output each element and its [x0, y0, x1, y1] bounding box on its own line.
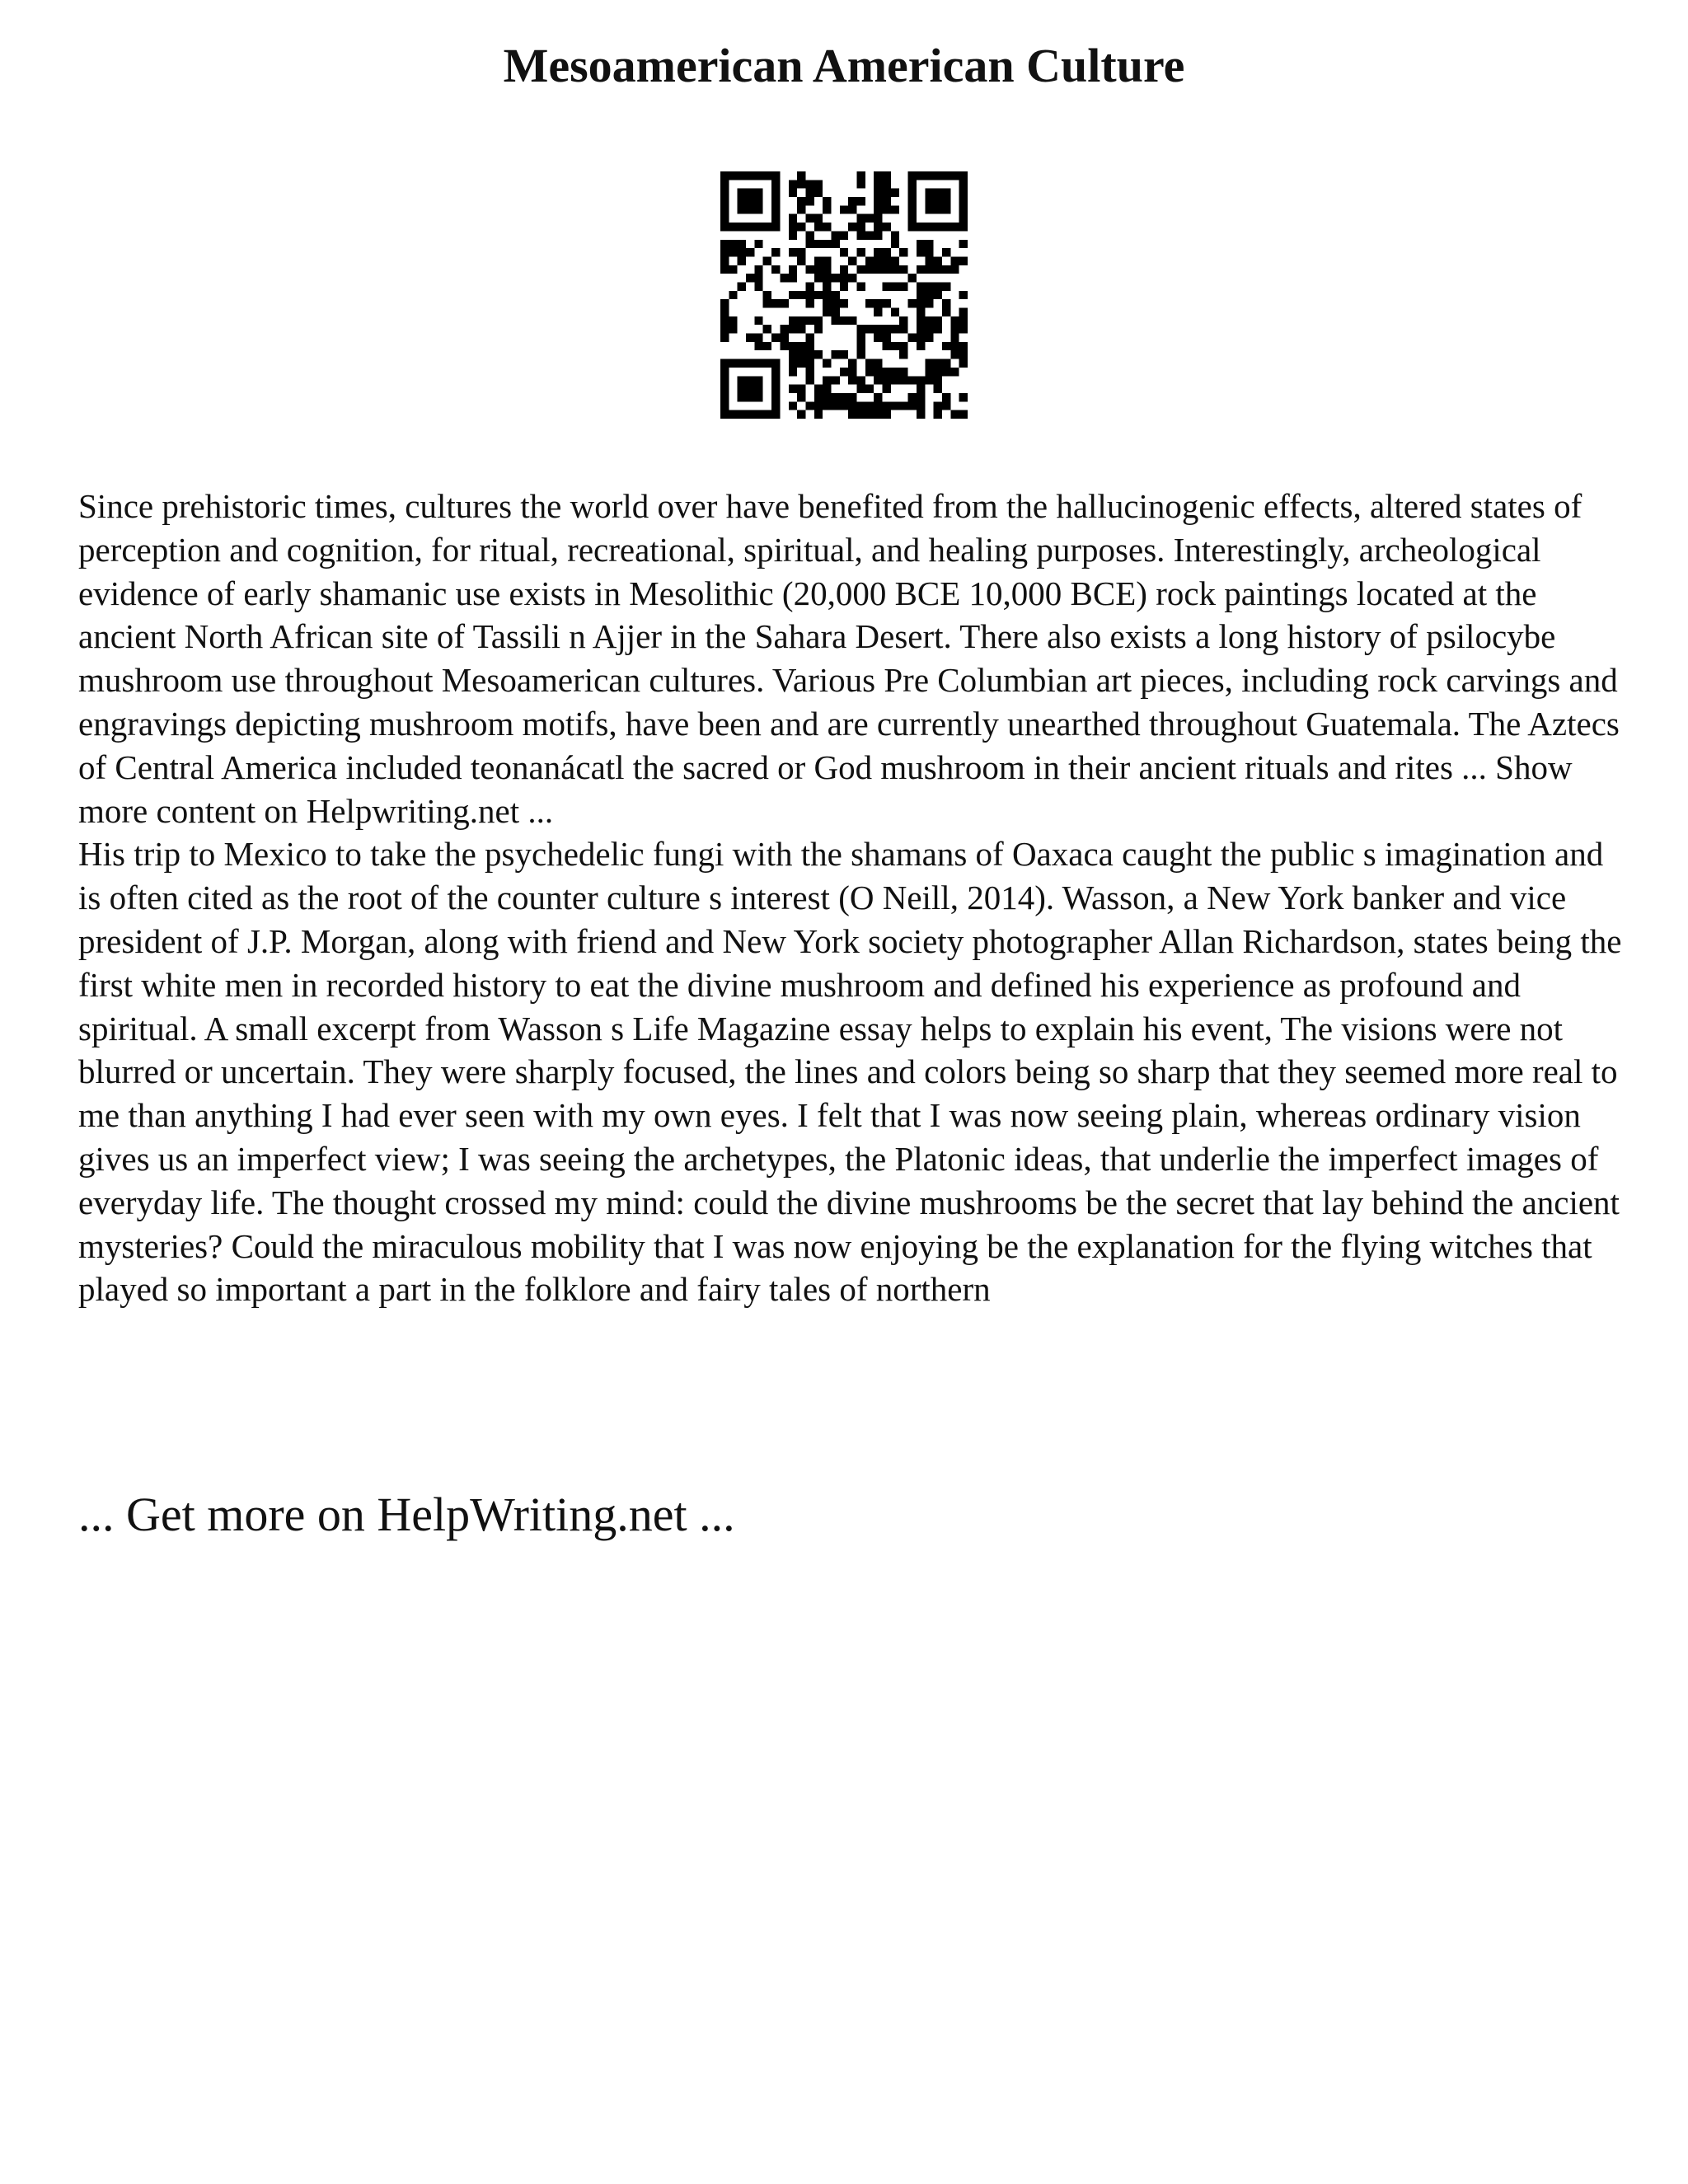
paragraph-2: His trip to Mexico to take the psychedelic fungi with the shamans of Oaxaca caught the public s imagination and is often cited as the root of the counter culture s interest (O Neill, 2014). Wasson, a New York banker and vice president of J.P. Morgan, along with friend and New York society photographer Allan Richardson, states being the first white men in recorded history to eat the divine mushroom and defined his experience as profound and spiritual. A small excerpt from Wasson s Life Magazine essay helps to explain his event, The visions were not blurred or uncertain. They were sharply focused, the lines and colors being so sharp that they seemed more real to me than anything I had ever seen with my own eyes. I felt that I was now seeing plain, whereas ordinary vision gives us an imperfect view; I was seeing the archetypes, the Platonic ideas, that underlie the imperfect images of everyday life. The thought crossed my mind: could the divine mushrooms be the secret that lay behind the ancient mysteries? Could the miraculous mobility that I was now enjoying be the explanation for the flying witches that played so important a part in the folklore and fairy tales of northern	[78, 835, 1622, 1309]
article-body	[78, 485, 1628, 1311]
qr-code-icon	[720, 171, 968, 419]
get-more-link[interactable]: ... Get more on HelpWriting.net ...	[78, 1488, 735, 1541]
page-title: Mesoamerican American Culture	[503, 39, 1185, 92]
paragraph-1: Since prehistoric times, cultures the world over have benefited from the hallucinogenic effects, altered states of perception and cognition, for ritual, recreational, spiritual, and healing purposes. Interestingly, archeological evidence of early shamanic use exists in Mesolithic (20,000 BCE 10,000 BCE) rock paintings located at the ancient North African site of Tassili n Ajjer in the Sahara Desert. There also exists a long history of psilocybe mushroom use throughout Mesoamerican cultures. Various Pre Columbian art pieces, including rock carvings and engravings depicting mushroom motifs, have been and are currently unearthed throughout Guatemala. The Aztecs of Central America included teonanácatl the sacred or God mushroom in their ancient rituals and rites ... Show more content on Helpwriting.net ...	[78, 487, 1620, 830]
